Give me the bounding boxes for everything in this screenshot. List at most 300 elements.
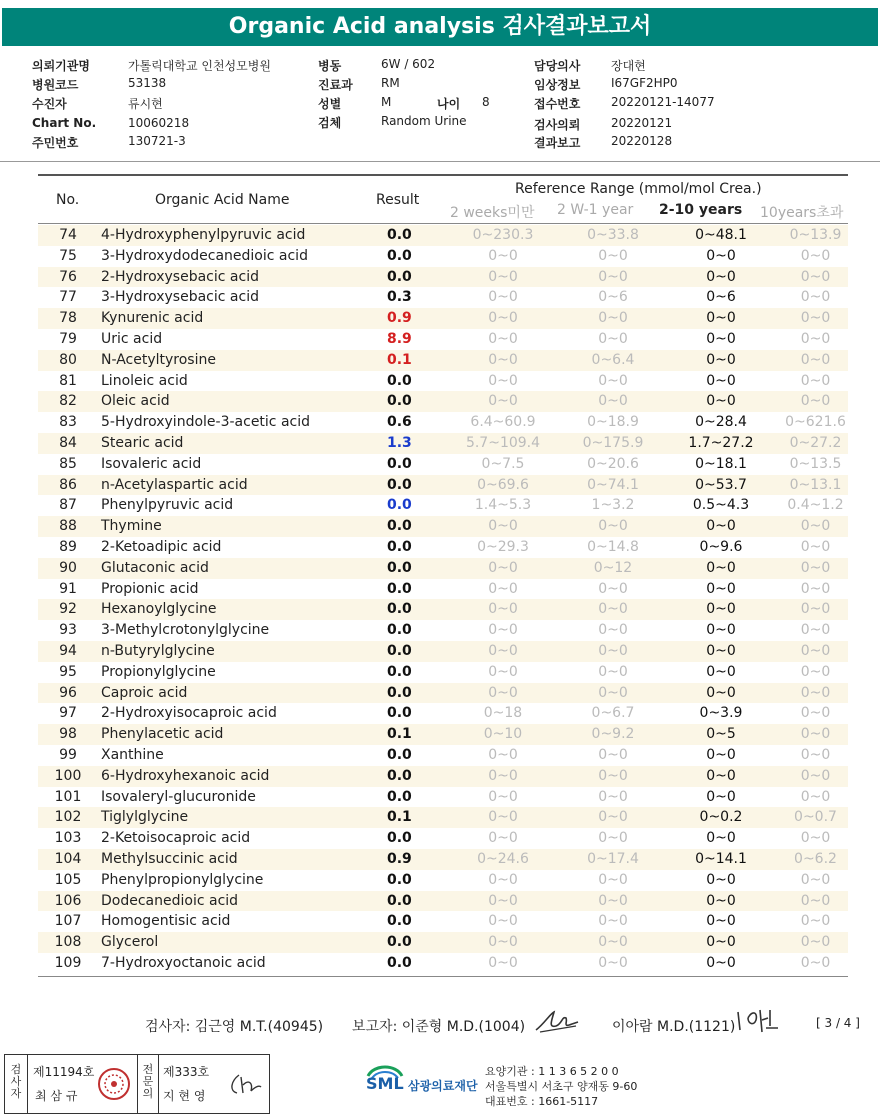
ref-range-2-10y: 0~0 bbox=[706, 788, 736, 805]
patient-label: 수진자 bbox=[32, 97, 67, 111]
result-value: 0.0 bbox=[387, 268, 412, 285]
row-number: 86 bbox=[59, 476, 77, 493]
ref-range-2-10y: 0~0 bbox=[706, 559, 736, 576]
result-value: 0.0 bbox=[387, 830, 412, 847]
ref-range-2-10y: 0~0 bbox=[706, 934, 736, 951]
ref-range-over-10y: 0~0 bbox=[800, 351, 831, 368]
result-value: 0.0 bbox=[387, 767, 412, 784]
ref-range-2w-1y: 0~9.2 bbox=[591, 726, 635, 743]
ref-range-2-10y: 0~0 bbox=[706, 393, 736, 410]
acid-name: Phenylpyruvic acid bbox=[101, 497, 234, 514]
result-value: 0.0 bbox=[387, 518, 412, 535]
sex-value: M bbox=[381, 95, 392, 109]
ref-range-under-2-weeks: 0~0 bbox=[488, 684, 518, 701]
table-row bbox=[38, 391, 848, 412]
table-top-rule bbox=[38, 174, 848, 176]
ref-col-1: 2 weeks미만 bbox=[450, 205, 535, 221]
table-row bbox=[38, 662, 848, 683]
ref-range-2w-1y: 0~0 bbox=[598, 268, 628, 285]
ref-range-title: Reference Range (mmol/mol Crea.) bbox=[515, 181, 762, 197]
table-row bbox=[38, 350, 848, 371]
ref-range-under-2-weeks: 0~0 bbox=[488, 955, 518, 971]
result-value: 0.0 bbox=[387, 871, 412, 888]
clinical-label: 임상정보 bbox=[534, 78, 581, 92]
ref-range-over-10y: 0~0 bbox=[800, 726, 831, 743]
ref-range-2w-1y: 0~0 bbox=[598, 830, 628, 847]
specimen-label: 검체 bbox=[318, 116, 342, 130]
result-value: 0.0 bbox=[387, 559, 412, 576]
ref-range-2-10y: 0~0 bbox=[706, 351, 736, 368]
ref-range-over-10y: 0~13.9 bbox=[789, 227, 842, 243]
row-number: 85 bbox=[59, 455, 77, 472]
table-row bbox=[38, 516, 848, 537]
result-value: 0.0 bbox=[387, 372, 412, 389]
org-name: 삼광의료재단 bbox=[408, 1079, 478, 1093]
ref-range-over-10y: 0~0 bbox=[800, 268, 831, 285]
result-value: 0.0 bbox=[387, 601, 412, 618]
reporter-text: 보고자: 이준형 M.D.(1004) bbox=[352, 1019, 526, 1035]
ref-range-2w-1y: 0~33.8 bbox=[587, 227, 639, 243]
ref-range-2-10y: 0.5~4.3 bbox=[692, 497, 750, 514]
ref-range-2-10y: 0~0 bbox=[706, 767, 736, 784]
row-number: 105 bbox=[54, 871, 82, 888]
ref-range-2w-1y: 0~0 bbox=[598, 247, 628, 264]
doctor2-text: 이아람 M.D.(1121) bbox=[612, 1019, 736, 1035]
row-number: 90 bbox=[59, 559, 77, 576]
ref-range-over-10y: 0~0 bbox=[800, 788, 831, 805]
table-row bbox=[38, 766, 848, 787]
ref-range-over-10y: 0~0 bbox=[800, 518, 831, 535]
result-value: 0.1 bbox=[387, 809, 412, 826]
examiner-text: 검사자: 김근영 M.T.(40945) bbox=[145, 1019, 324, 1035]
acid-name: Uric acid bbox=[101, 331, 163, 347]
resident-label: 주민번호 bbox=[32, 136, 79, 150]
ref-range-under-2-weeks: 0~0 bbox=[488, 622, 518, 639]
examiner-vertical-label: 검사자 bbox=[10, 1063, 22, 1100]
header-divider bbox=[0, 161, 880, 162]
acid-name: Propionic acid bbox=[101, 580, 199, 597]
acid-name: Methylsuccinic acid bbox=[101, 851, 238, 867]
ref-range-under-2-weeks: 0~18 bbox=[483, 705, 523, 722]
ref-range-over-10y: 0~0 bbox=[800, 372, 831, 389]
ref-range-2w-1y: 1~3.2 bbox=[591, 497, 635, 514]
ref-range-2-10y: 0~5 bbox=[706, 726, 736, 743]
acid-name: Phenylacetic acid bbox=[101, 726, 224, 743]
ref-range-under-2-weeks: 0~0 bbox=[488, 247, 518, 264]
ref-range-2w-1y: 0~0 bbox=[598, 601, 628, 618]
table-row bbox=[38, 308, 848, 329]
col-header-no: No. bbox=[56, 192, 80, 208]
result-value: 0.6 bbox=[387, 414, 412, 431]
ref-range-under-2-weeks: 0~0 bbox=[488, 310, 518, 327]
ref-range-over-10y: 0~0 bbox=[800, 247, 831, 264]
row-number: 96 bbox=[59, 684, 77, 701]
result-value: 1.3 bbox=[387, 435, 412, 451]
ref-range-2-10y: 0~28.4 bbox=[695, 414, 747, 431]
table-row bbox=[38, 329, 848, 350]
ref-range-2w-1y: 0~0 bbox=[598, 747, 628, 763]
ref-range-2w-1y: 0~0 bbox=[598, 934, 628, 951]
acid-name: Isovaleryl-glucuronide bbox=[101, 788, 256, 805]
table-row bbox=[38, 620, 848, 641]
ref-range-2-10y: 0~48.1 bbox=[695, 227, 747, 243]
ref-range-2w-1y: 0~0 bbox=[598, 955, 628, 971]
acid-name: 2-Ketoadipic acid bbox=[101, 539, 222, 555]
row-number: 89 bbox=[59, 539, 77, 555]
ref-range-under-2-weeks: 0~0 bbox=[488, 601, 518, 618]
dept-value: RM bbox=[381, 76, 400, 90]
ref-range-2-10y: 0~0 bbox=[706, 622, 736, 639]
table-row bbox=[38, 225, 848, 246]
table-row bbox=[38, 475, 848, 496]
row-number: 106 bbox=[54, 892, 82, 909]
row-number: 82 bbox=[59, 393, 77, 410]
table-bottom-rule bbox=[38, 976, 848, 977]
table-row bbox=[38, 558, 848, 579]
specimen-value: Random Urine bbox=[381, 114, 467, 128]
result-value: 0.0 bbox=[387, 393, 412, 410]
result-value: 0.0 bbox=[387, 684, 412, 701]
row-number: 98 bbox=[59, 726, 77, 743]
table-row bbox=[38, 579, 848, 600]
ref-range-2-10y: 0~0.2 bbox=[699, 809, 743, 826]
ref-range-2w-1y: 0~6.4 bbox=[591, 351, 635, 368]
ref-range-under-2-weeks: 0~0 bbox=[488, 934, 518, 951]
table-row bbox=[38, 807, 848, 828]
age-value: 8 bbox=[482, 95, 490, 109]
row-number: 93 bbox=[59, 622, 77, 639]
result-value: 0.1 bbox=[387, 351, 412, 368]
ref-range-2w-1y: 0~175.9 bbox=[582, 435, 644, 451]
ref-range-under-2-weeks: 0~0 bbox=[488, 372, 518, 389]
ref-range-under-2-weeks: 0~0 bbox=[488, 830, 518, 847]
acid-name: Oleic acid bbox=[101, 393, 170, 410]
ref-range-under-2-weeks: 0~0 bbox=[488, 289, 518, 306]
ref-range-over-10y: 0~0 bbox=[800, 747, 831, 763]
row-number: 84 bbox=[59, 435, 77, 451]
ref-range-over-10y: 0~0 bbox=[800, 643, 831, 659]
ref-range-over-10y: 0~0 bbox=[800, 539, 831, 555]
ref-range-over-10y: 0~0 bbox=[800, 289, 831, 306]
table-row bbox=[38, 412, 848, 433]
table-row bbox=[38, 267, 848, 288]
ref-range-over-10y: 0~0 bbox=[800, 892, 831, 909]
seal-icon bbox=[97, 1067, 131, 1101]
ref-range-under-2-weeks: 0~0 bbox=[488, 559, 518, 576]
ref-range-2w-1y: 0~0 bbox=[598, 871, 628, 888]
ref-range-under-2-weeks: 0~24.6 bbox=[477, 851, 529, 867]
result-value: 0.0 bbox=[387, 788, 412, 805]
ref-range-over-10y: 0~6.2 bbox=[794, 851, 837, 867]
acid-name: Tiglylglycine bbox=[101, 809, 189, 826]
table-row bbox=[38, 683, 848, 704]
ref-range-over-10y: 0~0 bbox=[800, 559, 831, 576]
table-row bbox=[38, 703, 848, 724]
ref-range-over-10y: 0~27.2 bbox=[789, 435, 842, 451]
ref-range-under-2-weeks: 6.4~60.9 bbox=[470, 414, 536, 431]
ref-range-2-10y: 0~0 bbox=[706, 268, 736, 285]
row-number: 103 bbox=[54, 830, 82, 847]
acid-name: Xanthine bbox=[101, 747, 164, 763]
specialist-label-cell bbox=[137, 1055, 159, 1113]
ref-range-2-10y: 0~0 bbox=[706, 331, 736, 347]
ref-range-2-10y: 0~0 bbox=[706, 747, 736, 763]
ref-range-2w-1y: 0~14.8 bbox=[587, 539, 639, 555]
ref-range-over-10y: 0~0 bbox=[800, 310, 831, 327]
ref-range-2-10y: 1.7~27.2 bbox=[688, 435, 754, 451]
ref-col-2: 2 W-1 year bbox=[557, 202, 634, 218]
table-row bbox=[38, 433, 848, 454]
ref-range-under-2-weeks: 0~0 bbox=[488, 268, 518, 285]
request-label: 검사의뢰 bbox=[534, 118, 581, 132]
ref-range-2w-1y: 0~17.4 bbox=[587, 851, 639, 867]
row-number: 76 bbox=[59, 268, 77, 285]
ref-range-under-2-weeks: 0~0 bbox=[488, 518, 518, 535]
table-row bbox=[38, 537, 848, 558]
table-row bbox=[38, 287, 848, 308]
ref-range-over-10y: 0~13.1 bbox=[789, 476, 842, 493]
acid-name: Phenylpropionylglycine bbox=[101, 871, 264, 888]
age-label: 나이 bbox=[437, 97, 461, 111]
result-value: 0.0 bbox=[387, 913, 412, 930]
table-row bbox=[38, 828, 848, 849]
specialist-license-name: 지 현 영 bbox=[163, 1089, 206, 1103]
table-row bbox=[38, 371, 848, 392]
ref-range-2-10y: 0~0 bbox=[706, 955, 736, 971]
ref-range-2-10y: 0~0 bbox=[706, 684, 736, 701]
certification-box bbox=[4, 1054, 270, 1114]
result-value: 0.1 bbox=[387, 726, 412, 743]
ref-range-2-10y: 0~53.7 bbox=[695, 476, 747, 493]
ref-range-over-10y: 0~0 bbox=[800, 601, 831, 618]
acid-name: Caproic acid bbox=[101, 684, 188, 701]
ref-range-2w-1y: 0~0 bbox=[598, 372, 628, 389]
sml-logo-text: SML bbox=[366, 1074, 404, 1093]
ref-range-under-2-weeks: 0~0 bbox=[488, 871, 518, 888]
ref-range-2-10y: 0~0 bbox=[706, 892, 736, 909]
ref-range-2-10y: 0~3.9 bbox=[699, 705, 743, 722]
acid-name: 7-Hydroxyoctanoic acid bbox=[101, 955, 266, 971]
report-date-value: 20220128 bbox=[611, 134, 673, 148]
table-row bbox=[38, 246, 848, 267]
ref-range-2w-1y: 0~0 bbox=[598, 892, 628, 909]
acid-name: 2-Ketoisocaproic acid bbox=[101, 830, 251, 847]
row-number: 91 bbox=[59, 580, 77, 597]
row-number: 101 bbox=[54, 788, 82, 805]
row-number: 99 bbox=[59, 747, 77, 763]
ref-range-under-2-weeks: 0~7.5 bbox=[481, 455, 525, 472]
acid-name: N-Acetyltyrosine bbox=[101, 351, 216, 368]
report-title: Organic Acid analysis 검사결과보고서 bbox=[2, 8, 878, 46]
ref-range-under-2-weeks: 0~0 bbox=[488, 663, 518, 680]
examiner-license-no: 제11194호 bbox=[33, 1065, 95, 1079]
org-code: 요양기관 : 1 1 3 6 5 2 0 0 bbox=[485, 1065, 619, 1078]
ref-range-2w-1y: 0~0 bbox=[598, 809, 628, 826]
table-row bbox=[38, 724, 848, 745]
ref-range-2w-1y: 0~0 bbox=[598, 310, 628, 327]
ref-range-under-2-weeks: 0~69.6 bbox=[477, 476, 529, 493]
clinical-value: I67GF2HP0 bbox=[611, 76, 678, 90]
doctor2-signature bbox=[734, 1004, 784, 1036]
ref-range-2w-1y: 0~0 bbox=[598, 331, 628, 347]
specialist-license-no: 제333호 bbox=[163, 1065, 210, 1079]
acid-name: n-Acetylaspartic acid bbox=[101, 476, 248, 493]
ref-range-2w-1y: 0~0 bbox=[598, 580, 628, 597]
row-number: 107 bbox=[54, 913, 82, 930]
dept-label: 진료과 bbox=[318, 78, 353, 92]
ref-range-2w-1y: 0~0 bbox=[598, 518, 628, 535]
result-value: 0.0 bbox=[387, 663, 412, 680]
row-number: 94 bbox=[59, 643, 77, 659]
ref-range-over-10y: 0~0 bbox=[800, 622, 831, 639]
col-header-result: Result bbox=[376, 192, 420, 208]
ref-range-over-10y: 0~0 bbox=[800, 934, 831, 951]
row-number: 74 bbox=[59, 227, 77, 243]
row-number: 104 bbox=[54, 851, 82, 867]
ref-range-2-10y: 0~0 bbox=[706, 830, 736, 847]
ref-range-2w-1y: 0~6.7 bbox=[591, 705, 635, 722]
row-number: 108 bbox=[54, 934, 82, 951]
ref-range-under-2-weeks: 5.7~109.4 bbox=[465, 435, 541, 451]
page-indicator: [ 3 / 4 ] bbox=[816, 1016, 860, 1030]
ref-range-2w-1y: 0~0 bbox=[598, 767, 628, 784]
chart-value: 10060218 bbox=[128, 116, 190, 130]
result-value: 0.9 bbox=[387, 310, 412, 327]
table-row bbox=[38, 891, 848, 912]
ref-range-under-2-weeks: 0~0 bbox=[488, 747, 518, 763]
ward-label: 병동 bbox=[318, 59, 342, 73]
row-number: 78 bbox=[59, 310, 77, 327]
ref-range-under-2-weeks: 0~10 bbox=[483, 726, 523, 743]
acid-name: Glutaconic acid bbox=[101, 559, 209, 576]
ref-range-over-10y: 0~0 bbox=[800, 767, 831, 784]
row-number: 77 bbox=[59, 289, 77, 306]
ref-range-over-10y: 0.4~1.2 bbox=[787, 497, 844, 514]
row-number: 80 bbox=[59, 351, 77, 368]
ref-range-over-10y: 0~0 bbox=[800, 393, 831, 410]
specialist-vertical-label: 전문의 bbox=[142, 1063, 154, 1100]
result-value: 0.0 bbox=[387, 892, 412, 909]
acid-name: Dodecanedioic acid bbox=[101, 892, 239, 909]
result-value: 0.0 bbox=[387, 643, 412, 659]
acid-name: 3-Hydroxydodecanedioic acid bbox=[101, 247, 308, 264]
ref-range-over-10y: 0~0 bbox=[800, 913, 831, 930]
ref-range-2-10y: 0~0 bbox=[706, 663, 736, 680]
examiner-license-name: 최 삼 규 bbox=[35, 1089, 78, 1103]
acid-name: Homogentisic acid bbox=[101, 913, 231, 930]
acid-name: 3-Hydroxysebacic acid bbox=[101, 289, 259, 306]
acid-name: Propionylglycine bbox=[101, 663, 216, 680]
ref-range-under-2-weeks: 0~0 bbox=[488, 643, 518, 659]
resident-value: 130721-3 bbox=[128, 134, 186, 148]
ref-range-over-10y: 0~0 bbox=[800, 684, 831, 701]
ref-range-under-2-weeks: 0~0 bbox=[488, 767, 518, 784]
ref-range-under-2-weeks: 0~0 bbox=[488, 331, 518, 347]
ref-range-2-10y: 0~9.6 bbox=[699, 539, 743, 555]
ref-range-over-10y: 0~0 bbox=[800, 955, 831, 971]
acid-name: 6-Hydroxyhexanoic acid bbox=[101, 767, 270, 784]
ref-range-2-10y: 0~0 bbox=[706, 310, 736, 327]
ref-range-over-10y: 0~0 bbox=[800, 663, 831, 680]
report-date-label: 결과보고 bbox=[534, 136, 581, 150]
ref-range-over-10y: 0~13.5 bbox=[789, 455, 842, 472]
ref-range-2-10y: 0~18.1 bbox=[695, 455, 747, 472]
doctor-label: 담당의사 bbox=[534, 59, 581, 73]
hospital-code-value: 53138 bbox=[128, 76, 167, 90]
row-number: 109 bbox=[54, 955, 82, 971]
acid-name: 3-Methylcrotonylglycine bbox=[101, 622, 270, 639]
table-row bbox=[38, 745, 848, 766]
acid-name: 2-Hydroxyisocaproic acid bbox=[101, 705, 277, 722]
org-phone: 대표번호 : 1661-5117 bbox=[485, 1095, 599, 1108]
acid-name: Stearic acid bbox=[101, 435, 184, 451]
ref-range-2w-1y: 0~0 bbox=[598, 622, 628, 639]
ref-range-under-2-weeks: 0~0 bbox=[488, 351, 518, 368]
result-value: 0.0 bbox=[387, 455, 412, 472]
ref-range-under-2-weeks: 0~0 bbox=[488, 892, 518, 909]
table-row bbox=[38, 495, 848, 516]
result-value: 0.0 bbox=[387, 580, 412, 597]
ref-range-over-10y: 0~0 bbox=[800, 580, 831, 597]
row-number: 97 bbox=[59, 705, 77, 722]
doctor-value: 장대현 bbox=[611, 59, 646, 73]
acid-name: 4-Hydroxyphenylpyruvic acid bbox=[101, 227, 306, 243]
result-value: 0.0 bbox=[387, 476, 412, 493]
acid-name: n-Butyrylglycine bbox=[101, 643, 215, 659]
ward-value: 6W / 602 bbox=[381, 57, 436, 71]
table-row bbox=[38, 641, 848, 662]
ref-range-2w-1y: 0~6 bbox=[598, 289, 628, 306]
row-number: 88 bbox=[59, 518, 77, 535]
ref-range-under-2-weeks: 0~0 bbox=[488, 393, 518, 410]
ref-range-2w-1y: 0~0 bbox=[598, 663, 628, 680]
ref-range-2-10y: 0~0 bbox=[706, 518, 736, 535]
institution-value: 가톨릭대학교 인천성모병원 bbox=[128, 59, 271, 73]
chart-label: Chart No. bbox=[32, 116, 97, 130]
row-number: 83 bbox=[59, 414, 77, 431]
hospital-code-label: 병원코드 bbox=[32, 78, 79, 92]
table-row bbox=[38, 870, 848, 891]
ref-range-2w-1y: 0~12 bbox=[593, 559, 633, 576]
table-row bbox=[38, 849, 848, 870]
table-row bbox=[38, 911, 848, 932]
ref-range-2w-1y: 0~74.1 bbox=[587, 476, 639, 493]
ref-range-2-10y: 0~6 bbox=[706, 289, 736, 306]
acid-name: 2-Hydroxysebacic acid bbox=[101, 268, 259, 285]
ref-range-2-10y: 0~0 bbox=[706, 643, 736, 659]
table-row bbox=[38, 953, 848, 974]
ref-range-over-10y: 0~0 bbox=[800, 871, 831, 888]
acid-name: Thymine bbox=[101, 518, 162, 535]
ref-range-under-2-weeks: 1.4~5.3 bbox=[474, 497, 532, 514]
patient-value: 류시현 bbox=[128, 97, 163, 111]
table-row bbox=[38, 787, 848, 808]
institution-label: 의뢰기관명 bbox=[32, 59, 90, 73]
info-block bbox=[0, 0, 880, 160]
result-value: 0.0 bbox=[387, 539, 412, 555]
receipt-value: 20220121-14077 bbox=[611, 95, 715, 109]
table-row bbox=[38, 454, 848, 475]
ref-range-over-10y: 0~621.6 bbox=[785, 414, 846, 431]
ref-range-over-10y: 0~0 bbox=[800, 331, 831, 347]
ref-range-2-10y: 0~0 bbox=[706, 871, 736, 888]
row-number: 87 bbox=[59, 497, 77, 514]
ref-range-2w-1y: 0~0 bbox=[598, 684, 628, 701]
org-address: 서울특별시 서초구 양재동 9-60 bbox=[485, 1080, 638, 1093]
result-value: 0.3 bbox=[387, 289, 412, 306]
table-row bbox=[38, 932, 848, 953]
ref-range-2w-1y: 0~0 bbox=[598, 393, 628, 410]
